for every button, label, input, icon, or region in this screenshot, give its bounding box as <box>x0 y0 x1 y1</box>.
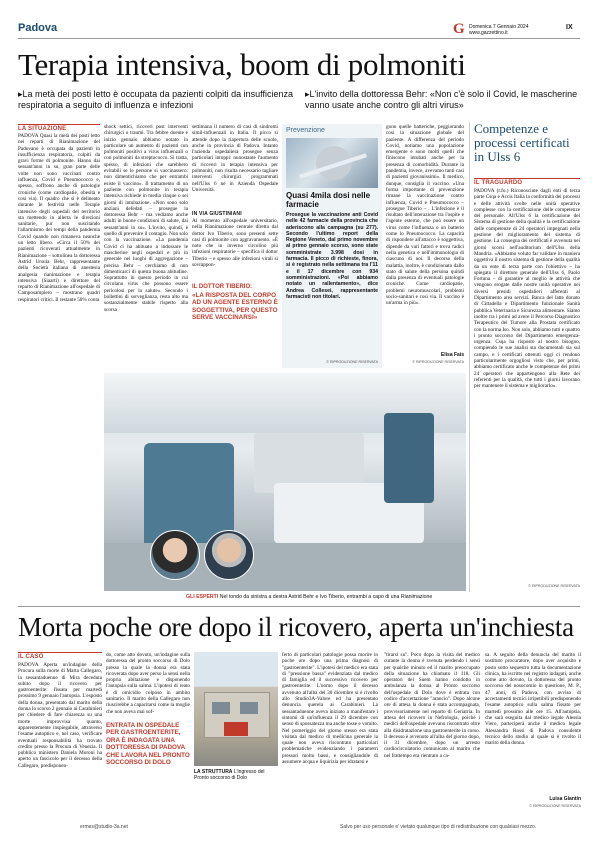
page-number: IX <box>566 24 573 31</box>
vaccine-photo <box>286 138 378 188</box>
side-headline: Competenze e processi certificati in Ulss 6 <box>474 121 570 164</box>
dolo-caption <box>194 769 278 781</box>
photo-caption-label: GLI ESPERTI <box>186 594 219 600</box>
second-headline: Morta poche ore dopo il ricovero, aperta un'inchiesta <box>18 612 574 642</box>
side-divider <box>469 122 470 592</box>
triangle-bullet-icon: ▸ <box>18 89 23 99</box>
second-article-col3: ferto di particolari patologie possa morire in poche ore dopo una prima diagnosi di "gastroenterite". L'ipotesi del medico era stata di "pressione bassa" evidenziata dal medico di famiglia ed il successivo ricovero per gastroenterite. L'uomo dopo il decesso avvenuto all'alba del 30 dicembre si è rivolto allo Studio3A-Valore ed ha presentato denuncia querela ai Carabinieri. La sessantaduenne aveva iniziato a manifestare i sintomi di un'influenza il 29 dicembre con senso di spossatezza ma anche tosse e vomito. Nel pomeriggio del giorno stesso era stata visitata dal medico di medicina generale la quale non aveva riscontrato particolari problematiche evidenziando i parametri pressori molto bassi, e consigliandole di assumere acqua e liquirizia per idratarsi e <box>282 652 378 766</box>
main-article-col4: gono quelle batteriche, peggiorando così la situazione globale del paziente. A differenza del periodo Covid, notiamo una popolazione emergente e sono molti quelli che finiscono intubati anche per la presenza di comorbidità. Durante la pandemia, invece, avevamo tanti casi di pazienti giovanissimi». Il medico, dunque, consiglia il vaccino. «Una forma importante di prevenzione rimane la vaccinazione contro influenza, Covid e Pneumococco – prosegue Tiberio – . L'infezione è il risultato dell'interazione tra l'ospite e l'agente esterno, che può essere un virus come l'influenza o un batterio come lo Pneumococco. La capacità di rispondere all'attacco è soggettiva, dipende da vari fattori e trova radici nella genetica e nell'immunologia di ciascuno di noi. Il decorso della malattia, inoltre, è condizionato dallo stato di salute della persona quindi dalla presenza di eventuali patologie croniche. Come cardiopatie, problemi neuromuscolari, problemi socio-sanitari e così via. Il vaccino è un'arma in più». <box>386 124 464 307</box>
prevention-tag: Prevenzione <box>286 127 325 134</box>
prevention-copyright: © RIPRODUZIONE RISERVATA <box>326 360 378 364</box>
second-article-col4: "tirarsi su". Poco dopo la visita del medico curante la donna è svenuta perdendo i sensi per qualche minuto ed il marito preoccupato della situazione ha chiamato il 118. Gli operatori del Suem hanno condotto in ambulanza la donna al Pronto soccorso dell'ospedale di Dolo dove è entrata con codice d'accettazione "arancio". Dopo alcune ore di attesa la donna è stata accompagnata, provvisoriamente nel reparto di Geriatria. In attesa del ricovero in Nefrologia, poiché i medici dell'ospedale avevano riscontrato oltre alla disidratazione una gastroenterite in corso. Il decesso è avvenuto all'alba del giorno dopo, il 31 dicembre, dopo un arresto cardiocircolatorio comunicato al marito che nel frattempo era rientrato a ca- <box>384 652 481 759</box>
prevention-body: Prosegue la vaccinazione anti Covid nelle 42 farmacie della provincia che aderiscono alla campagna (su 277). Secondo l'ultimo report della Regione Veneto, dal primo novembre al primo gennaio scorso, sono state somministrate 3.998 dosi in farmacia. Il picco di richieste, finora, si è registrato nella settimana tra l'11 e il 17 dicembre con 934 somministrazioni. «Poi abbiamo notato un rallentamento», dice Andrea Collesei, rappresentante farmacisti non titolari. <box>286 212 378 300</box>
dolo-caption-text: L'ingresso del Pronto soccorso di Dolo <box>194 769 265 781</box>
main-article-col2: shock settici, ricoveri post interventi chirurgici o traumi. Tra febbre doente e inizio gennaio abbiamo notato in particolare un aumento di pazienti con polmoniti positivi a virus influenzali o con polmoniti da streptococco. Si tratta, spesso, di infezioni che sarebbero evitabili se le persone si vaccinassero: non dimentichiamo che per entrambi esiste il vaccino». Il trattamento di un paziente con polmonite in terapia intensiva richiede in media cinque o sei giorni di intubazione. «Non sono solo anziani defedati – prosegue la dottoressa Behr – ma vediamo anche adulti in buone condizioni di salute, dai sessant'anni in su». L'invito, quindi, è quello di prevenire il contagio. Non solo con la vaccinazione. «La pandemia Covid ci ha abituato a indossare le mascherine negli ospedali e più in generale nei luoghi di aggregazione – precisa Behr – cerchiamo di non dimenticarci di questa buona abitudine. Soprattutto in questo periodo in cui circolano virus che possono essere pericolosi per la salute». Secondo i bollettini di sorveglianza, resta alto ma sostanzialmente stabile rispetto alla scorsa <box>104 124 188 313</box>
second-article-rule <box>18 606 580 607</box>
photo-caption-text: Nel tondo da sinistra a destra Astrid Behr e Ivo Tiberio, entrambi a capo di una Rianimazione <box>219 594 433 600</box>
article-tag <box>18 124 100 132</box>
newspaper-logo: G <box>453 21 465 37</box>
header-rule <box>18 38 580 39</box>
side-copyright: © RIPRODUZIONE RISERVATA <box>528 584 580 588</box>
giantin-copyright: © RIPRODUZIONE RISERVATA <box>529 804 581 808</box>
website-url: www.gazzettino.it <box>469 30 508 36</box>
prevention-title: Quasi 4mila dosi nelle farmacie <box>286 191 371 209</box>
issue-date: Domenica 7 Gennaio 2024 <box>469 24 529 30</box>
caso-tag-wrap <box>18 652 102 660</box>
behr-portrait <box>150 530 200 580</box>
main-headline: Terapia intensiva, boom di polmoniti <box>18 47 466 82</box>
section-title: Padova <box>18 22 58 34</box>
side-article-body: PADOVA (r.fo.) Riconosciute dagli enti di terza parte Csqa e Accis Italia la conformità dei processi e delle attività svolte nelle unità operative complesse con la certificazione delle competenze del personale. All'Ulss 6 la certificazione del Sistema di gestione della qualità e la certificazione delle competenze di 24 operatori impegnati nella gestione del miglioramento del sistema di gestione. La consegna dei certificati è avvenuta nei giorni scorsi nell'auditorium dell'Ulss della Mandria. «Abbiamo voluto far validare in maniera oggettiva il nostro sistema di gestione della qualità da un ente di terza parte con l'obiettivo – ha spiegato il direttore generale dell'Ulss 6, Paolo Fortuna – di garantire al meglio le attività che vengono erogate dalle nostre unità operative nei diversi presidi ospedalieri afferenti al Dipartimento area servizi. Banca del latte donato di Cittadella e Dipartimento funzionale Sanità pubblica Veterinaria e Sicurezza alimentare. Siamo inoltre tra i primi ad avere il Percorso Diagnostico Terapeutico del Tumore alla Prostata certificato con la norma Iso. Non solo, abbiamo tutti e quattro i pronto soccorso del Dipartimento emergenza-urgenza. Csqa ha risposto al nostro bisogno, compiendo le sue analisi sta documentali sia sul campo, e i certificati ottenuti oggi ci rendono particolarmente orgogliosi visto che, per primi, abbiamo certificato anche le competenze dei primi 24 operatori che appartengono alla Rete dei referenti per la qualità, che tutti i giorni lavorano per mantenere il sistema e migliorarlo». <box>474 188 581 390</box>
footer-email: ermes@studio-3a.net <box>80 824 128 830</box>
tiberio-quote: «LA RISPOSTA DEL CORPO AD UN AGENTE ESTERNO È SOGGETTIVA, PER QUESTO SERVE VACCINARSI» <box>192 292 278 322</box>
tiberio-portrait <box>204 530 254 580</box>
tiberio-quote-tag: IL DOTTOR TIBERIO: <box>192 284 253 290</box>
second-article-col2: do, come atto dovuto, un'indagine sulla dottoressa del pronto soccorso di Dolo presso la quale la donna era stata ricoverata dopo aver perso la sensi nella propria abitazione e disponendo l'autopsia sulla salma. L'ipotesi di reato è di omicidio colposo in ambito sanitario. Il marito della Callegaro non riuscirebbe a capacitarsi come la moglie che non aveva mai sof- <box>106 652 190 715</box>
dolo-hospital-photo <box>194 652 278 766</box>
triangle-bullet-icon: ▸ <box>305 89 310 99</box>
side-tag-wrap <box>474 178 580 186</box>
second-quote: ENTRATA IN OSPEDALE PER GASTROENTERITE, ORA È INDAGATA UNA DOTTORESSA DI PADOVA CHE LAVORA NEL PRONTO SOCCORSO DI DOLO <box>106 722 190 767</box>
fais-copyright: © RIPRODUZIONE RISERVATA <box>412 360 464 364</box>
caso-tag: IL CASO <box>18 652 102 660</box>
traguardo-tag: IL TRAGUARDO <box>474 178 580 186</box>
second-article-col1: PADOVA Aperta un'indagine della Procura sulla morte di Marta Callegaro, la sessantaduenne di Mira deceduta subito dopo il ricovero per gastroenterite: fissata per martedì prossimo 9 gennaio l'autopsia. L'esposto della donna, presentato dal marito della donna lo scorso 2 gennaio ai Carabinieri per chiedere di fare chiarezza su una morte improvvisa quanto, apparentemente inspiegabile, attraverso l'esame autoptico e, nel caso, verificare eventuali responsabilità ha trovato credito presso la Procura di Venezia. Il pubblico ministero Daniela Moroni ha aperto un fascicolo per il decesso della Callegaro, predisponen- <box>18 662 102 769</box>
prevention-box <box>282 124 382 368</box>
subhead-right-text: L'invito della dottoressa Behr: «Non c'è solo il Covid, le mascherine vanno usate anche contro gli altri virus» <box>305 89 578 110</box>
author-fais: Elisa Fais <box>440 352 464 358</box>
second-article-col5: sa. A seguito della denuncia del marito il sostituto procuratore, dopo aver acquisito e posto sotto sequestro tutta la documentazione clinica, ha iscritto nel registro indagati, anche come atto dovuto, la dottoressa del pronto soccorso del nosocomio in questione, M. P., 47 anni, di Padova, con avviso di accertamenti tecnici irripetibili predisponendo l'esame autoptico sulla salma fissato per martedì prossimo alle ore 15. All'autopsia, che sarà eseguita dal medico legale Alessia Viero, parteciperà anche il medico legale Alessandra Rossi di Padova consulente tecnico dello studio al quale si è rivolto il marito della donna. <box>485 652 581 747</box>
situazione-tag: LA SITUAZIONE <box>18 124 100 132</box>
via-giustiniani-tag: IN VIA GIUSTINIANI <box>192 211 242 217</box>
author-giantin: Luisa Giantin <box>549 796 581 802</box>
subhead-right <box>305 89 580 110</box>
subhead-left <box>18 89 303 110</box>
main-article-col3: settimana il numero di casi di sindromi simil-influenzali in Italia. Il picco si attende dopo la riapertura delle scuole, anche in provincia di Padova. Intanto l'azienda ospedaliera prosegue senza particolari intoppi: nonostante l'aumento di ricoveri in terapia intensiva per polmoniti, non risulta necessario tagliare interventi chirurgici programmati nell'Ulss 6 né in Azienda Ospedale Università. <box>192 124 278 193</box>
photo-caption <box>186 594 466 600</box>
dolo-caption-label: LA STRUTTURA <box>194 769 233 775</box>
main-article-col1: PADOVA Quasi la metà dei posti letto nei reparti di Rianimazione del Padovano è occupata da pazienti in insufficienza respiratoria, colpiti da gravi forme di polmonite. Hanno dai sessant'anni in su, gran parte delle volte non sono vaccinati contro influenza, Covid e Pneumococco e, spesso, soffrono anche di patologie croniche (come cardiopatie, obesità e così via). Il quadro che si è delineato durante le festività nelle Terapie intensive degli ospedali del territorio sta mettendo in allerta le direzioni sanitarie, pur non suscitando l'allarmismo dei tempi della pandemia Covid quando non rimaneva neanche un letto libero. «Circa il 50% dei pazienti ricoverati attualmente in Rianimazione – sottolinea la dottoressa Astrid Ursula Behr, rappresentante della Società italiana di anestesia analgesia rianimazione e terapia intensiva (Siaarti) e direttore del reparto di Rianimazione all'ospedale di Camposampiero – mostrano quadri respiratori critici. Il restante 50% conta <box>18 133 100 303</box>
subhead-left-text: La metà dei posti letto è occupata da pazienti colpiti da insufficienza respiratoria a seguito di influenza e infezioni <box>18 89 294 110</box>
main-article-col3b: Al momento all'ospedale universitario, nella Rianimazione centrale diretta dal dottor Ivo Tiberio, sono presenti sette casi di polmonite con aggravamento. «È noto che in inverno circolino più infezioni respiratorie – specifica il dottor Tiberio – e spesso alle infezioni virali si sovrappon- <box>192 218 278 269</box>
footer-disclaimer: Salvo per uso personale e' vietato qualunque tipo di redistribuzione con qualsiasi mezzo. <box>340 824 537 830</box>
